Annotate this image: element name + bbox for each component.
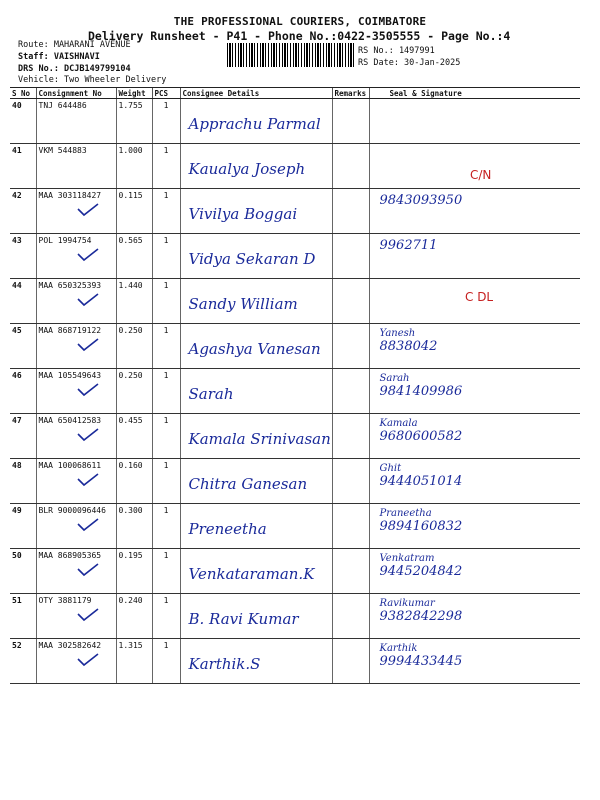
consignee-name: B. Ravi Kumar bbox=[188, 610, 299, 628]
signature: Ghit bbox=[379, 463, 402, 474]
consignment-number: MAA 868905365 bbox=[38, 551, 102, 560]
cell-weight: 0.300 bbox=[116, 504, 152, 549]
table-row bbox=[10, 594, 580, 639]
consignee-name: Agashya Vanesan bbox=[188, 340, 321, 358]
cell-consignee bbox=[180, 504, 332, 549]
checkmark-icon bbox=[77, 248, 99, 262]
cell-pcs: 1 bbox=[152, 594, 180, 639]
receiver-phone: 9680600582 bbox=[379, 429, 463, 444]
cell-consignee bbox=[180, 144, 332, 189]
cell-consignee bbox=[180, 414, 332, 459]
cell-weight: 0.250 bbox=[116, 369, 152, 414]
col-pcs: PCS bbox=[152, 88, 180, 99]
consignment-number: MAA 868719122 bbox=[38, 326, 102, 335]
consignment-number: MAA 650325393 bbox=[38, 281, 102, 290]
cell-pcs: 1 bbox=[152, 459, 180, 504]
cell-sno: 43 bbox=[10, 234, 36, 279]
table-row bbox=[10, 99, 580, 144]
cell-remarks bbox=[332, 144, 369, 189]
receiver-phone: 9382842298 bbox=[379, 609, 463, 624]
cell-pcs: 1 bbox=[152, 639, 180, 684]
consignee-name: Karthik.S bbox=[188, 655, 261, 673]
cell-weight: 0.565 bbox=[116, 234, 152, 279]
table-row bbox=[10, 459, 580, 504]
drs-number: DRS No.: DCJB149799104 bbox=[18, 64, 131, 74]
vehicle-label: Vehicle: Two Wheeler Delivery bbox=[18, 75, 167, 85]
signature: Yanesh bbox=[379, 328, 416, 339]
company-title: THE PROFESSIONAL COURIERS, COIMBATORE bbox=[173, 15, 427, 28]
receiver-phone: 9843093950 bbox=[379, 193, 463, 208]
col-remarks: Remarks bbox=[332, 88, 369, 99]
col-consignee: Consignee Details bbox=[180, 88, 332, 99]
checkmark-icon bbox=[77, 293, 99, 307]
cell-remarks bbox=[332, 504, 369, 549]
signature: Venkatram bbox=[379, 553, 435, 564]
cell-sno: 50 bbox=[10, 549, 36, 594]
cell-seal bbox=[369, 369, 580, 414]
cell-weight: 1.315 bbox=[116, 639, 152, 684]
cell-consignment bbox=[36, 414, 116, 459]
cell-consignment bbox=[36, 324, 116, 369]
cell-sno: 47 bbox=[10, 414, 36, 459]
cell-sno: 44 bbox=[10, 279, 36, 324]
receiver-phone: 9962711 bbox=[379, 238, 438, 253]
cell-weight: 0.455 bbox=[116, 414, 152, 459]
barcode bbox=[227, 43, 355, 67]
cell-consignee bbox=[180, 234, 332, 279]
consignee-name: Vidya Sekaran D bbox=[188, 250, 316, 268]
cell-sno: 41 bbox=[10, 144, 36, 189]
cell-seal bbox=[369, 459, 580, 504]
cell-remarks bbox=[332, 234, 369, 279]
signature-block bbox=[380, 373, 463, 399]
cell-sno: 42 bbox=[10, 189, 36, 234]
runsheet-heading: Delivery Runsheet - P41 - Phone No.:0422-3505555 - Page No.:4 bbox=[88, 29, 511, 43]
cell-weight: 0.195 bbox=[116, 549, 152, 594]
cell-pcs: 1 bbox=[152, 324, 180, 369]
signature-block bbox=[380, 553, 463, 579]
cell-consignment bbox=[36, 594, 116, 639]
table-row bbox=[10, 369, 580, 414]
checkmark-icon bbox=[77, 473, 99, 487]
consignee-name: Chitra Ganesan bbox=[188, 475, 308, 493]
cell-pcs: 1 bbox=[152, 234, 180, 279]
cell-remarks bbox=[332, 324, 369, 369]
cell-remarks bbox=[332, 639, 369, 684]
signature-block bbox=[380, 193, 463, 208]
runsheet-table bbox=[10, 87, 580, 684]
cell-consignment bbox=[36, 189, 116, 234]
cell-consignee bbox=[180, 324, 332, 369]
signature-block bbox=[380, 508, 463, 534]
cell-remarks bbox=[332, 279, 369, 324]
consignment-number: MAA 650412583 bbox=[38, 416, 102, 425]
cell-consignment bbox=[36, 369, 116, 414]
cell-seal bbox=[369, 504, 580, 549]
signature-block bbox=[380, 418, 463, 444]
table-row bbox=[10, 279, 580, 324]
signature-block bbox=[380, 238, 438, 253]
receiver-phone: 9445204842 bbox=[379, 564, 463, 579]
cn-stamp: C/N bbox=[470, 168, 492, 182]
cell-pcs: 1 bbox=[152, 414, 180, 459]
cell-consignee bbox=[180, 279, 332, 324]
cell-pcs: 1 bbox=[152, 144, 180, 189]
signature: Ravikumar bbox=[379, 598, 435, 609]
cell-remarks bbox=[332, 459, 369, 504]
cell-weight: 1.440 bbox=[116, 279, 152, 324]
rs-number: RS No.: 1497991 bbox=[358, 46, 435, 56]
signature-block bbox=[380, 463, 463, 489]
cell-consignment bbox=[36, 234, 116, 279]
cell-weight: 0.250 bbox=[116, 324, 152, 369]
cell-consignee bbox=[180, 369, 332, 414]
consignment-number: MAA 100068611 bbox=[38, 461, 102, 470]
cell-pcs: 1 bbox=[152, 279, 180, 324]
consignee-name: Preneetha bbox=[188, 520, 267, 538]
checkmark-icon bbox=[77, 383, 99, 397]
checkmark-icon bbox=[77, 428, 99, 442]
checkmark-icon bbox=[77, 653, 99, 667]
cell-seal bbox=[369, 189, 580, 234]
table-row bbox=[10, 189, 580, 234]
checkmark-icon bbox=[77, 338, 99, 352]
signature: Sarah bbox=[379, 373, 410, 384]
signature: Karthik bbox=[379, 643, 418, 654]
cell-seal bbox=[369, 99, 580, 144]
cell-sno: 45 bbox=[10, 324, 36, 369]
cell-consignee bbox=[180, 459, 332, 504]
table-row bbox=[10, 144, 580, 189]
consignment-number: TNJ 644486 bbox=[38, 101, 87, 110]
cell-seal bbox=[369, 234, 580, 279]
checkmark-icon bbox=[77, 608, 99, 622]
cell-consignment bbox=[36, 459, 116, 504]
cell-sno: 48 bbox=[10, 459, 36, 504]
table-row bbox=[10, 504, 580, 549]
cell-consignee bbox=[180, 189, 332, 234]
cell-pcs: 1 bbox=[152, 189, 180, 234]
cell-remarks bbox=[332, 549, 369, 594]
cell-remarks bbox=[332, 414, 369, 459]
consignee-name: Sarah bbox=[188, 385, 234, 403]
cell-weight: 1.000 bbox=[116, 144, 152, 189]
cell-sno: 40 bbox=[10, 99, 36, 144]
route-label: Route: MAHARANI AVENUE bbox=[18, 40, 131, 50]
signature-block bbox=[380, 643, 463, 669]
table-row bbox=[10, 414, 580, 459]
col-seal: Seal & Signature bbox=[369, 88, 580, 99]
cell-remarks bbox=[332, 189, 369, 234]
cell-pcs: 1 bbox=[152, 99, 180, 144]
consignment-number: MAA 302582642 bbox=[38, 641, 102, 650]
table-header-row bbox=[10, 88, 580, 99]
signature: Praneetha bbox=[379, 508, 432, 519]
cell-pcs: 1 bbox=[152, 504, 180, 549]
receiver-phone: 9444051014 bbox=[379, 474, 463, 489]
consignee-name: Sandy William bbox=[188, 295, 298, 313]
table-row bbox=[10, 324, 580, 369]
receiver-phone: 9994433445 bbox=[379, 654, 463, 669]
cell-seal bbox=[369, 549, 580, 594]
cdl-stamp: C DL bbox=[465, 290, 494, 304]
consignee-name: Venkataraman.K bbox=[188, 565, 315, 583]
cell-consignment bbox=[36, 144, 116, 189]
cell-consignee bbox=[180, 99, 332, 144]
consignment-number: VKM 544883 bbox=[38, 146, 87, 155]
cell-consignment bbox=[36, 549, 116, 594]
checkmark-icon bbox=[77, 203, 99, 217]
cell-remarks bbox=[332, 99, 369, 144]
table-row bbox=[10, 639, 580, 684]
cell-consignee bbox=[180, 594, 332, 639]
consignee-name: Apprachu Parmal bbox=[188, 115, 321, 133]
consignment-number: OTY 3881179 bbox=[38, 596, 92, 605]
col-consignment: Consignment No bbox=[36, 88, 116, 99]
cell-seal bbox=[369, 594, 580, 639]
receiver-phone: 9894160832 bbox=[379, 519, 463, 534]
cell-weight: 0.240 bbox=[116, 594, 152, 639]
consignee-name: Vivilya Boggai bbox=[188, 205, 298, 223]
checkmark-icon bbox=[77, 518, 99, 532]
cell-weight: 0.160 bbox=[116, 459, 152, 504]
col-sno: S No bbox=[10, 88, 36, 99]
consignment-number: POL 1994754 bbox=[38, 236, 92, 245]
staff-label: Staff: VAISHNAVI bbox=[18, 52, 100, 62]
consignment-number: BLR 9000096446 bbox=[38, 506, 106, 515]
receiver-phone: 9841409986 bbox=[379, 384, 463, 399]
consignee-name: Kaualya Joseph bbox=[188, 160, 306, 178]
cell-consignment bbox=[36, 99, 116, 144]
checkmark-icon bbox=[77, 563, 99, 577]
cell-sno: 49 bbox=[10, 504, 36, 549]
cell-weight: 0.115 bbox=[116, 189, 152, 234]
cell-consignment bbox=[36, 639, 116, 684]
cell-consignee bbox=[180, 639, 332, 684]
cell-seal bbox=[369, 324, 580, 369]
rs-date: RS Date: 30-Jan-2025 bbox=[358, 58, 461, 68]
table-row bbox=[10, 234, 580, 279]
consignment-number: MAA 105549643 bbox=[38, 371, 102, 380]
col-weight: Weight bbox=[116, 88, 152, 99]
cell-consignee bbox=[180, 549, 332, 594]
cell-consignment bbox=[36, 504, 116, 549]
cell-sno: 52 bbox=[10, 639, 36, 684]
signature-block bbox=[380, 328, 438, 354]
cell-seal bbox=[369, 639, 580, 684]
receiver-phone: 8838042 bbox=[379, 339, 438, 354]
consignment-number: MAA 303118427 bbox=[38, 191, 102, 200]
signature: Kamala bbox=[379, 418, 418, 429]
consignee-name: Kamala Srinivasan bbox=[188, 430, 331, 448]
cell-sno: 51 bbox=[10, 594, 36, 639]
cell-pcs: 1 bbox=[152, 549, 180, 594]
table-row bbox=[10, 549, 580, 594]
cell-pcs: 1 bbox=[152, 369, 180, 414]
cell-remarks bbox=[332, 369, 369, 414]
cell-sno: 46 bbox=[10, 369, 36, 414]
cell-consignment bbox=[36, 279, 116, 324]
cell-weight: 1.755 bbox=[116, 99, 152, 144]
signature-block bbox=[380, 598, 463, 624]
cell-seal bbox=[369, 414, 580, 459]
cell-remarks bbox=[332, 594, 369, 639]
